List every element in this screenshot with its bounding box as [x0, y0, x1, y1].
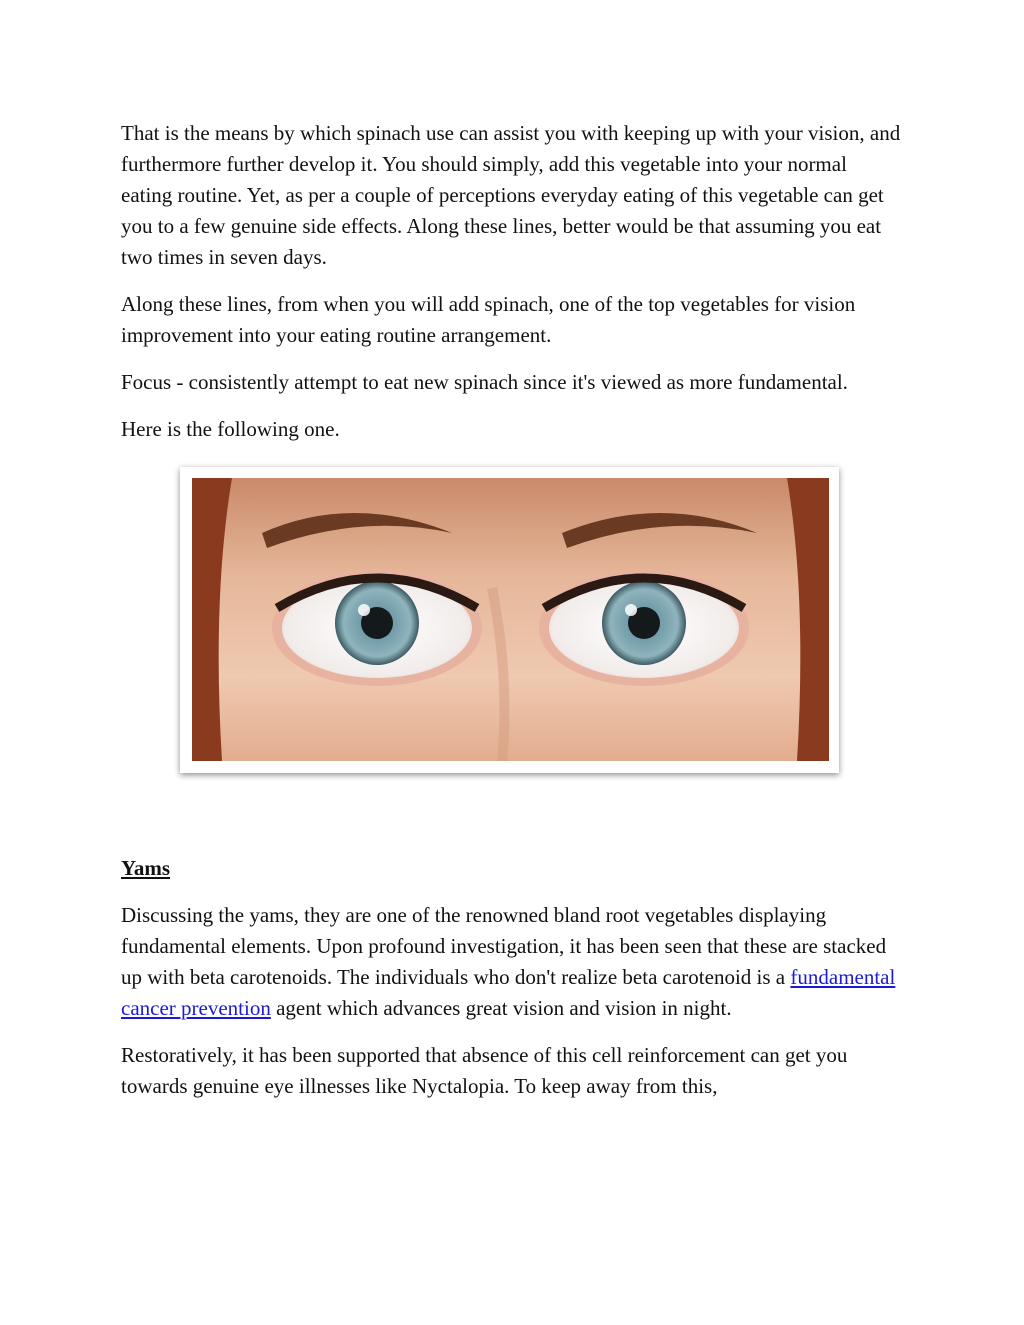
eyes-illustration [192, 478, 829, 761]
paragraph-spinach-focus: Focus - consistently attempt to eat new spinach since it's viewed as more fundamental. [121, 370, 848, 394]
document-page [121, 118, 901, 1118]
paragraph-yams-restoratively: Restoratively, it has been supported that absence of this cell reinforcement can get you towards genuine eye illnesses like Nyctalopia. To keep away from this, [121, 1043, 848, 1098]
paragraph-spinach-vision: That is the means by which spinach use can assist you with keeping up with your vision, and furthermore further develop it. You should simply, add this vegetable into your normal eating routine. Yet, as per a couple of perceptions everyday eating of this vegetable can get you to a few genuine side effects. Along these lines, better would be that assuming you eat two times in seven days. [121, 121, 901, 269]
section-heading-yams: Yams [121, 856, 171, 880]
eyes-image [180, 467, 839, 773]
link-fundamental-cancer-prevention[interactable]: fundamental cancer prevention [121, 965, 896, 1020]
paragraph-yams-intro [121, 900, 901, 1024]
paragraph-following-one: Here is the following one. [121, 417, 340, 441]
yams-intro-text: Discussing the yams, they are one of the renowned bland root vegetables displaying fundamental elements. Upon profound investigation, it has been seen that these are stacked up with beta carotenoids. The individuals who don't realize beta carotenoid is a [121, 903, 887, 989]
paragraph-spinach-routine: Along these lines, from when you will add spinach, one of the top vegetables for vision improvement into your eating routine arrangement. [121, 292, 856, 347]
yams-intro-text-end: agent which advances great vision and vision in night. [270, 996, 732, 1020]
